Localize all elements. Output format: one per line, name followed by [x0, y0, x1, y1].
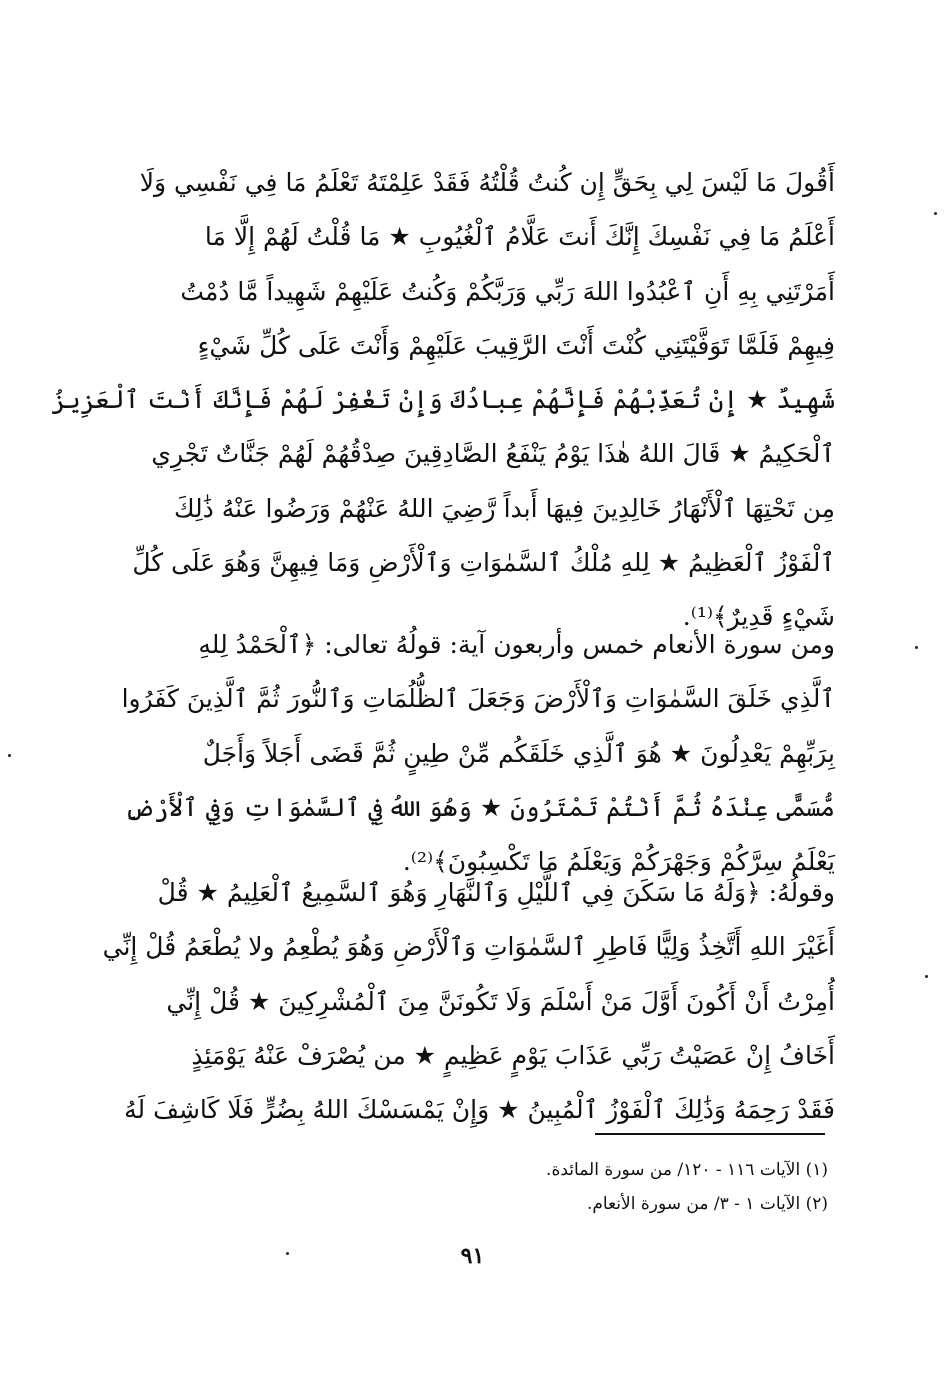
- text-line: وقولُهُ: ﴿وَلَهُ مَا سَكَنَ فِي ٱللَّيْلِ وَٱلنَّهَارِ وَهُوَ ٱلسَّمِيعُ ٱلْعَلِيمُ ★ قُلْ: [157, 878, 835, 907]
- footnote-divider: [595, 1133, 825, 1135]
- scan-speck: [8, 754, 11, 757]
- footnote: (٢) الآيات ١ - ٣/ من سورة الأنعام.: [587, 1194, 828, 1214]
- paragraph-quran-maidah-continuation: [51, 156, 835, 645]
- text-line: ٱلَّذِي خَلَقَ السَّمٰوَاتِ وَٱلْأَرْضَ وَجَعَلَ ٱلظُّلُمَاتِ وَٱلنُّورَ ثُمَّ ٱلَّذِينَ كَفَرُوا: [121, 684, 835, 714]
- text-line: أَمَرْتَنِي بِهِ أَنِ ٱعْبُدُوا اللهَ رَبِّي وَرَبَّكُمْ وَكُنتُ عَلَيْهِمْ شَهِيداً مَّا دُمْتُ: [180, 276, 835, 306]
- text-line: مِن تَحْتِهَا ٱلْأَنْهَارُ خَالِدِينَ فِيهَا أَبداً رَّضِيَ اللهُ عَنْهُمْ وَرَضُوا عَنْهُ ذَٰلِكَ: [173, 493, 835, 523]
- text-line: شَيْءٍ قَدِيرٌ﴾⁽¹⁾.: [682, 602, 835, 632]
- text-line: ٱلْفَوْزُ ٱلْعَظِيمُ ★ لِلهِ مُلْكُ ٱلسَّمٰوَاتِ وَٱلْأَرْضِ وَمَا فِيهِنَّ وَهُوَ عَلَى كُلِّ: [132, 548, 835, 578]
- text-line: مُّسَمًّى عِنْدَهُ ثُمَّ أَنْتُمْ تَمْتَرُونَ ★ وَهُوَ اللهُ فِي ٱلسَّمٰوَاتِ وَفِي ٱلْأَرْضِ: [124, 792, 835, 822]
- paragraph-surat-al-anam: [121, 618, 835, 889]
- text-line: شَهِيدٌ ★ إِنْ تُعَذِّبْهُمْ فَإِنَّهُمْ عِبادُكَ وَإِنْ تَغْفِرْ لَهُمْ فَإِنَّكَ أَنْتَ ٱلْعَزِيزُ: [51, 385, 835, 415]
- scan-speck: [925, 975, 928, 978]
- footnote: (١) الآيات ١١٦ - ١٢٠/ من سورة المائدة.: [546, 1160, 828, 1180]
- paragraph-wa-qawluhu: [102, 866, 835, 1137]
- text-line: فِيهِمْ فَلَمَّا تَوَفَّيْتَنِي كُنْتَ أَنْتَ الرَّقِيبَ عَلَيْهِمْ وَأَنْتَ عَلَى كُلِّ شَيْءٍ: [197, 330, 835, 360]
- text-line: ٱلْحَكِيمُ ★ قَالَ اللهُ هٰذَا يَوْمُ يَنْفَعُ الصَّادِقِينَ صِدْقُهُمْ لَهُمْ جَنَّاتٌ تَجْرِي: [151, 439, 835, 469]
- text-line: بِرَبِّهِمْ يَعْدِلُونَ ★ هُوَ ٱلَّذِي خَلَقَكُم مِّنْ طِينٍ ثُمَّ قَضَى أَجَلاً وَأَجَلٌ: [202, 738, 835, 768]
- text-line: يَعْلَمُ سِرَّكُمْ وَجَهْرَكُمْ وَيَعْلَمُ مَا تَكْسِبُونَ﴾⁽²⁾.: [402, 847, 835, 877]
- footnotes: [440, 1153, 828, 1221]
- page-number: ٩١: [460, 1243, 485, 1269]
- text-line: أَعْلَمُ مَا فِي نَفْسِكَ إِنَّكَ أَنتَ عَلَّامُ ٱلْغُيُوبِ ★ مَا قُلْتُ لَهُمْ إِلَّا مَا: [204, 222, 835, 252]
- scan-speck: [934, 212, 937, 215]
- text-line: فَقَدْ رَحِمَهُ وَذَٰلِكَ ٱلْفَوْزُ ٱلْمُبِينُ ★ وَإِنْ يَمْسَسْكَ اللهُ بِضُرٍّ فَلَا كَاشِفَ لَهُ: [124, 1095, 835, 1125]
- text-line: أَخَافُ إِنْ عَصَيْتُ رَبِّي عَذَابَ يَوْمٍ عَظِيمٍ ★ من يُصْرَفْ عَنْهُ يَوْمَئِذٍ: [191, 1040, 835, 1070]
- text-line: ومن سورة الأنعام خمس وأربعون آية: قولُهُ تعالى: ﴿ٱلْحَمْدُ لِلهِ: [198, 630, 835, 659]
- scan-speck: [915, 646, 918, 649]
- scan-speck: [286, 1252, 289, 1255]
- text-line: أُمِرْتُ أَنْ أَكُونَ أَوَّلَ مَنْ أَسْلَمَ وَلَا تَكُونَنَّ مِنَ ٱلْمُشْرِكِينَ ★ قُلْ إِنِّي: [166, 986, 835, 1016]
- text-line: أَقُولَ مَا لَيْسَ لِي بِحَقٍّ إِن كُنتُ قُلْتُهُ فَقَدْ عَلِمْتَهُ تَعْلَمُ مَا فِي نَفْسِي وَلَا: [139, 168, 835, 197]
- text-line: أَغَيْرَ اللهِ أَتَّخِذُ وَلِيًّا فَاطِرِ ٱلسَّمٰوَاتِ وَٱلْأَرْضِ وَهُوَ يُطْعِمُ ولا يُطْعَمُ قُلْ إِنِّي: [102, 932, 835, 962]
